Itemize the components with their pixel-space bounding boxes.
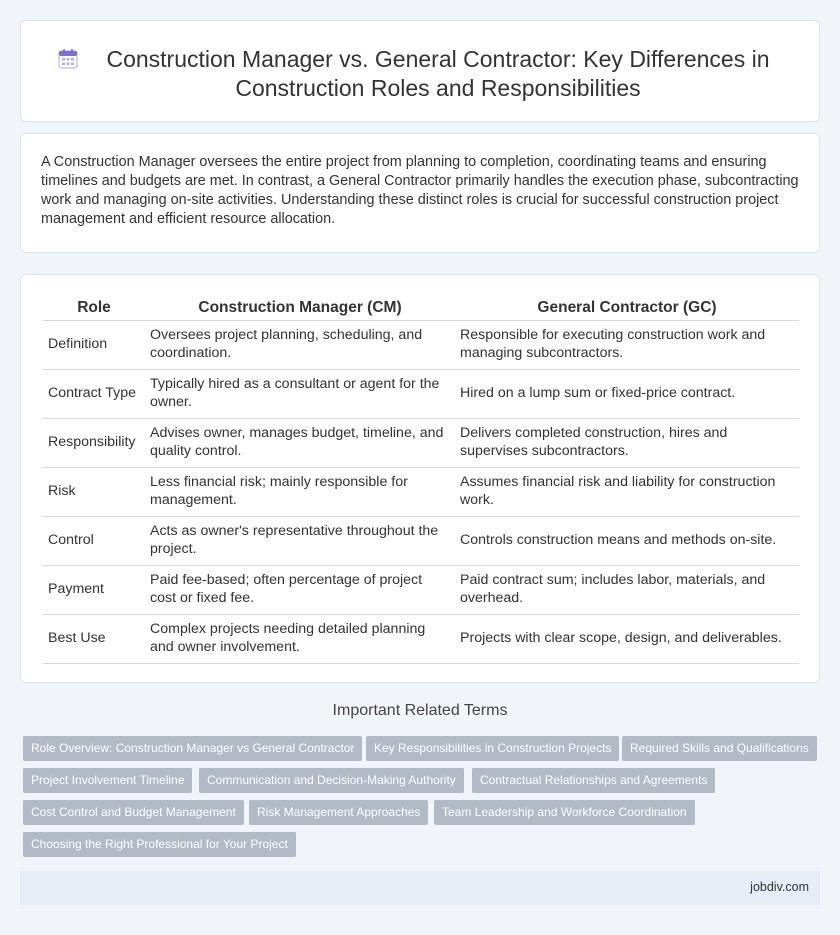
row-role: Control <box>43 516 145 565</box>
row-cm: Less financial risk; mainly responsible for management. <box>145 467 455 516</box>
table-header-row <box>43 297 799 320</box>
related-term-tag[interactable]: Project Involvement Timeline <box>23 768 192 793</box>
row-cm: Oversees project planning, scheduling, and coordination. <box>145 320 455 369</box>
row-gc: Paid contract sum; includes labor, materials, and overhead. <box>455 565 799 614</box>
row-gc: Delivers completed construction, hires and supervises subcontractors. <box>455 418 799 467</box>
related-term-tag[interactable]: Risk Management Approaches <box>249 800 428 825</box>
row-cm: Advises owner, manages budget, timeline, and quality control. <box>145 418 455 467</box>
intro-card <box>20 133 820 253</box>
table-row <box>43 467 799 516</box>
row-role: Definition <box>43 320 145 369</box>
row-gc: Controls construction means and methods on-site. <box>455 516 799 565</box>
related-term-tag[interactable]: Role Overview: Construction Manager vs General Contractor <box>23 736 362 761</box>
footer <box>20 871 820 905</box>
related-term-tag[interactable]: Cost Control and Budget Management <box>23 800 244 825</box>
column-header-gc: General Contractor (GC) <box>455 297 799 320</box>
comparison-table <box>43 297 799 664</box>
row-cm: Acts as owner's representative throughout the project. <box>145 516 455 565</box>
table-row <box>43 418 799 467</box>
row-cm: Complex projects needing detailed planning and owner involvement. <box>145 614 455 663</box>
row-cm: Typically hired as a consultant or agent for the owner. <box>145 369 455 418</box>
row-role: Payment <box>43 565 145 614</box>
title-card <box>20 20 820 122</box>
column-header-role: Role <box>43 297 145 320</box>
related-term-tag[interactable]: Contractual Relationships and Agreements <box>472 768 715 793</box>
related-term-tag[interactable]: Key Responsibilities in Construction Projects <box>366 736 619 761</box>
row-gc: Hired on a lump sum or fixed-price contract. <box>455 369 799 418</box>
related-terms-title: Important Related Terms <box>332 702 508 719</box>
related-term-tag[interactable]: Required Skills and Qualifications <box>622 736 817 761</box>
row-role: Risk <box>43 467 145 516</box>
related-term-tag[interactable]: Team Leadership and Workforce Coordination <box>434 800 695 825</box>
row-gc: Responsible for executing construction work and managing subcontractors. <box>455 320 799 369</box>
related-term-tag[interactable]: Communication and Decision-Making Authority <box>199 768 464 793</box>
column-header-cm: Construction Manager (CM) <box>145 297 455 320</box>
intro-text: A Construction Manager oversees the entire project from planning to completion, coordinating teams and ensuring timelines and budgets are met. In contrast, a General Contractor primarily handles the execution phase, subcontracting work and managing on-site activities. Understanding these distinct roles is crucial for successful construction project management and efficient resource allocation. <box>41 154 799 227</box>
table-row <box>43 516 799 565</box>
row-role: Contract Type <box>43 369 145 418</box>
table-row <box>43 614 799 663</box>
row-role: Responsibility <box>43 418 145 467</box>
row-cm: Paid fee-based; often percentage of project cost or fixed fee. <box>145 565 455 614</box>
table-row <box>43 565 799 614</box>
row-gc: Projects with clear scope, design, and deliverables. <box>455 614 799 663</box>
table-row <box>43 320 799 369</box>
table-row <box>43 369 799 418</box>
row-role: Best Use <box>43 614 145 663</box>
page-title: Construction Manager vs. General Contractor: Key Differences in Construction Roles and Responsibilities <box>106 46 770 101</box>
footer-site-link[interactable]: jobdiv.com <box>750 880 809 894</box>
related-term-tag[interactable]: Choosing the Right Professional for Your Project <box>23 832 296 857</box>
comparison-card <box>20 274 820 683</box>
row-gc: Assumes financial risk and liability for construction work. <box>455 467 799 516</box>
